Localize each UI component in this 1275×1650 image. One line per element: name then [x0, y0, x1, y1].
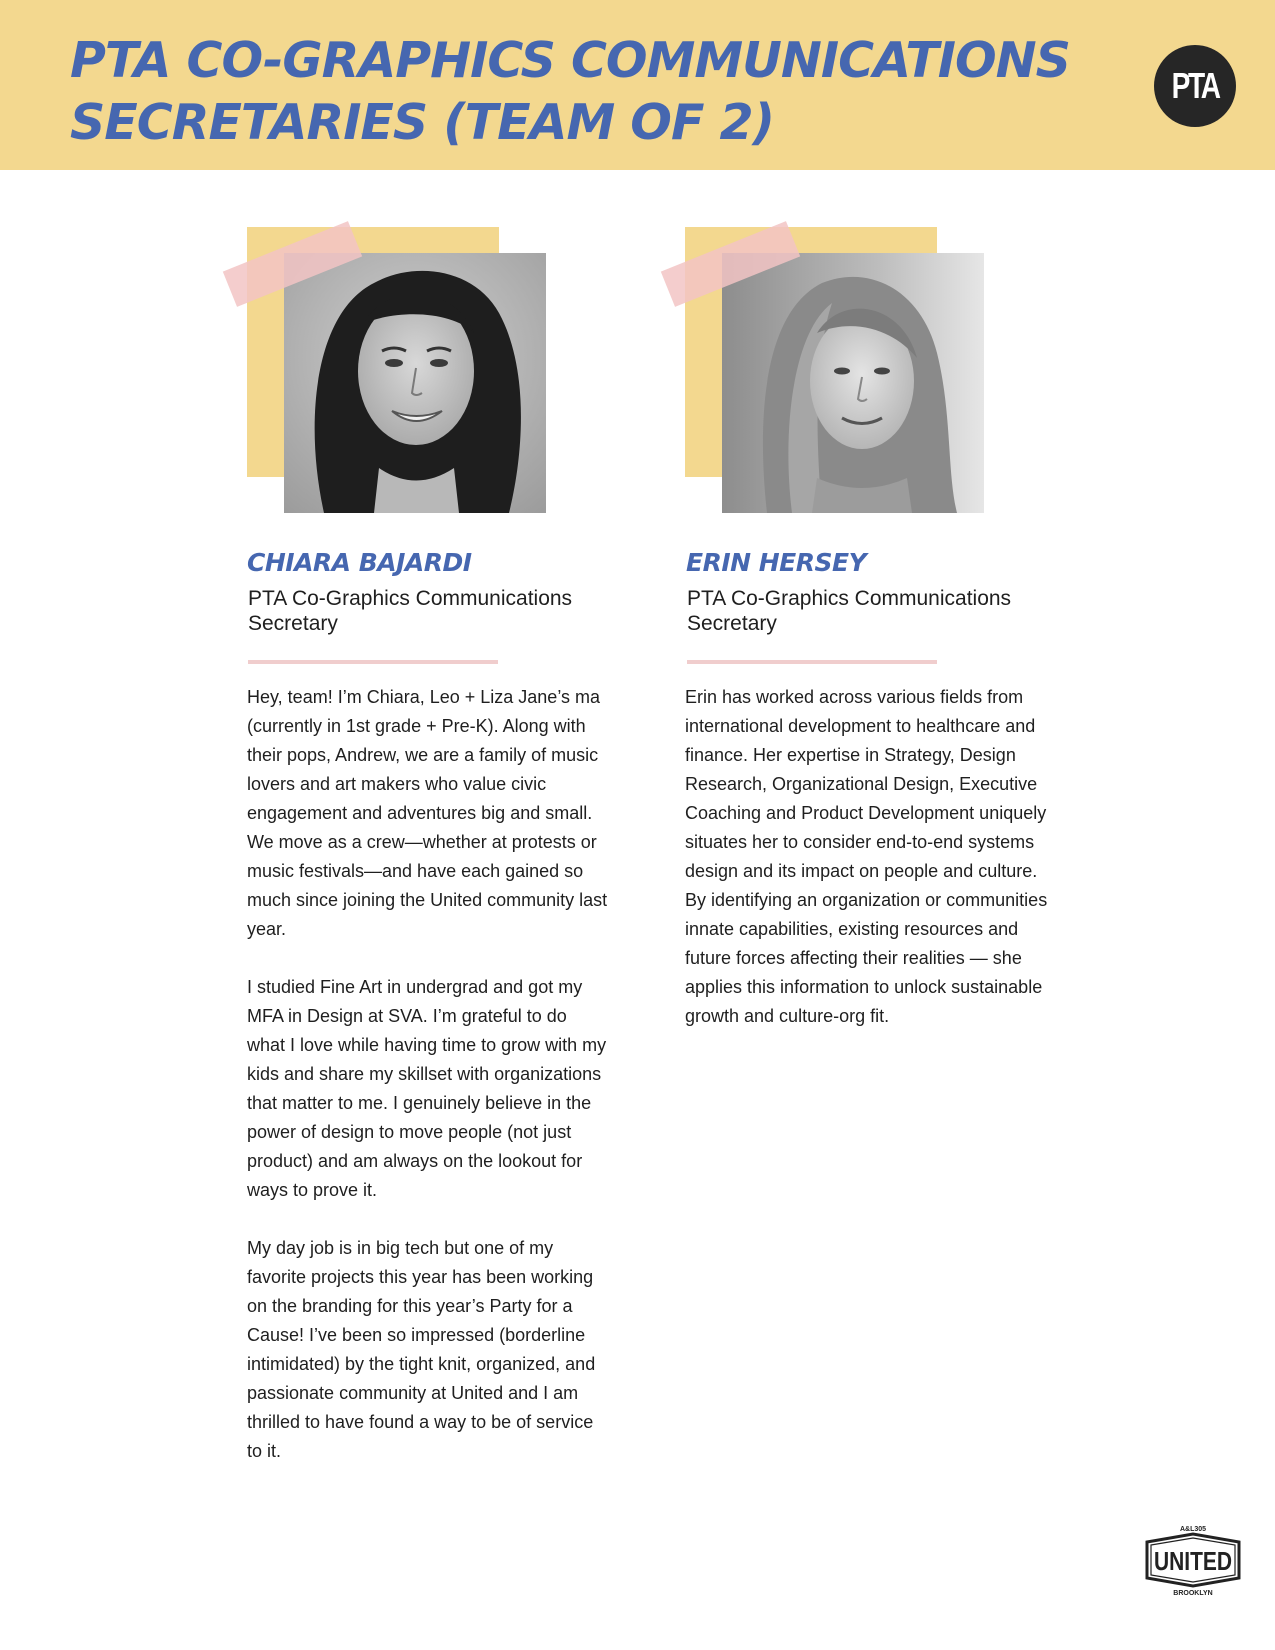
united-logo-bottom-text: BROOKLYN — [1173, 1590, 1213, 1597]
member-1-bio-paragraph: My day job is in big tech but one of my favorite projects this year has been working on the branding for this year’s Party for a Cause! I’ve been so impressed (borderline intimidated) by the tight knit, organized, and passionate community at United and I am thrilled to have found a way to be of service to it. — [247, 1238, 596, 1461]
member-2-photo — [722, 253, 984, 513]
page-title-line-1: PTA CO-GRAPHICS COMMUNICATIONS — [70, 32, 1070, 89]
united-logo-top-text: A&L305 — [1179, 1526, 1207, 1533]
member-1-role-line-1: PTA Co-Graphics Communications — [248, 587, 573, 610]
member-1-photo — [284, 253, 546, 513]
member-1-role-line-2: Secretary — [248, 612, 338, 635]
member-1-divider — [248, 660, 498, 664]
member-1-bio — [247, 683, 609, 1495]
portrait-woman-dark-hair-icon — [284, 253, 546, 513]
pta-logo — [1154, 45, 1236, 127]
member-2-divider — [687, 660, 937, 664]
member-1-bio-paragraph: Hey, team! I’m Chiara, Leo + Liza Jane’s ma (currently in 1st grade + Pre-K). Along with their pops, Andrew, we are a family of music lovers and art makers who value civic engagement and adventures big and small. We move as a crew—whether at protests or music festivals—and have each gained so much since joining the United community last year. — [247, 687, 608, 939]
member-1-role — [248, 586, 608, 636]
member-2-role-line-1: PTA Co-Graphics Communications — [687, 587, 1012, 610]
member-1-name: CHIARA BAJARDI — [247, 548, 472, 577]
united-brooklyn-logo — [1141, 1522, 1245, 1598]
page-title — [70, 30, 1080, 154]
united-logo-graphic — [1141, 1522, 1245, 1598]
member-2-role-line-2: Secretary — [687, 612, 777, 635]
member-2-name: ERIN HERSEY — [686, 548, 867, 577]
member-2-bio — [685, 683, 1051, 1060]
member-2-photo-frame — [685, 227, 1005, 517]
member-1-bio-paragraph: I studied Fine Art in undergrad and got my MFA in Design at SVA. I’m grateful to do what I love while having time to grow with my kids and share my skillset with organizations that matter to me. I genuinely believe in the power of design to move people (not just product) and am always on the lookout for ways to prove it. — [247, 977, 607, 1200]
portrait-woman-light-hair-icon — [722, 253, 984, 513]
pta-logo-text: PTA — [1171, 65, 1219, 106]
page-title-line-2: SECRETARIES (TEAM OF 2) — [70, 94, 774, 151]
united-logo-main-text: UNITED — [1154, 1546, 1232, 1576]
member-1-photo-frame — [247, 227, 567, 517]
member-2-role — [687, 586, 1047, 636]
header-banner — [0, 0, 1275, 170]
member-2-bio-paragraph: Erin has worked across various fields from international development to healthcare and finance. Her expertise in Strategy, Design Research, Organizational Design, Executive Coaching and Product Development uniquely situates her to consider end-to-end systems design and its impact on people and culture. By identifying an organization or communities innate capabilities, existing resources and future forces affecting their realities — she applies this information to unlock sustainable growth and culture-org fit. — [685, 687, 1048, 1026]
